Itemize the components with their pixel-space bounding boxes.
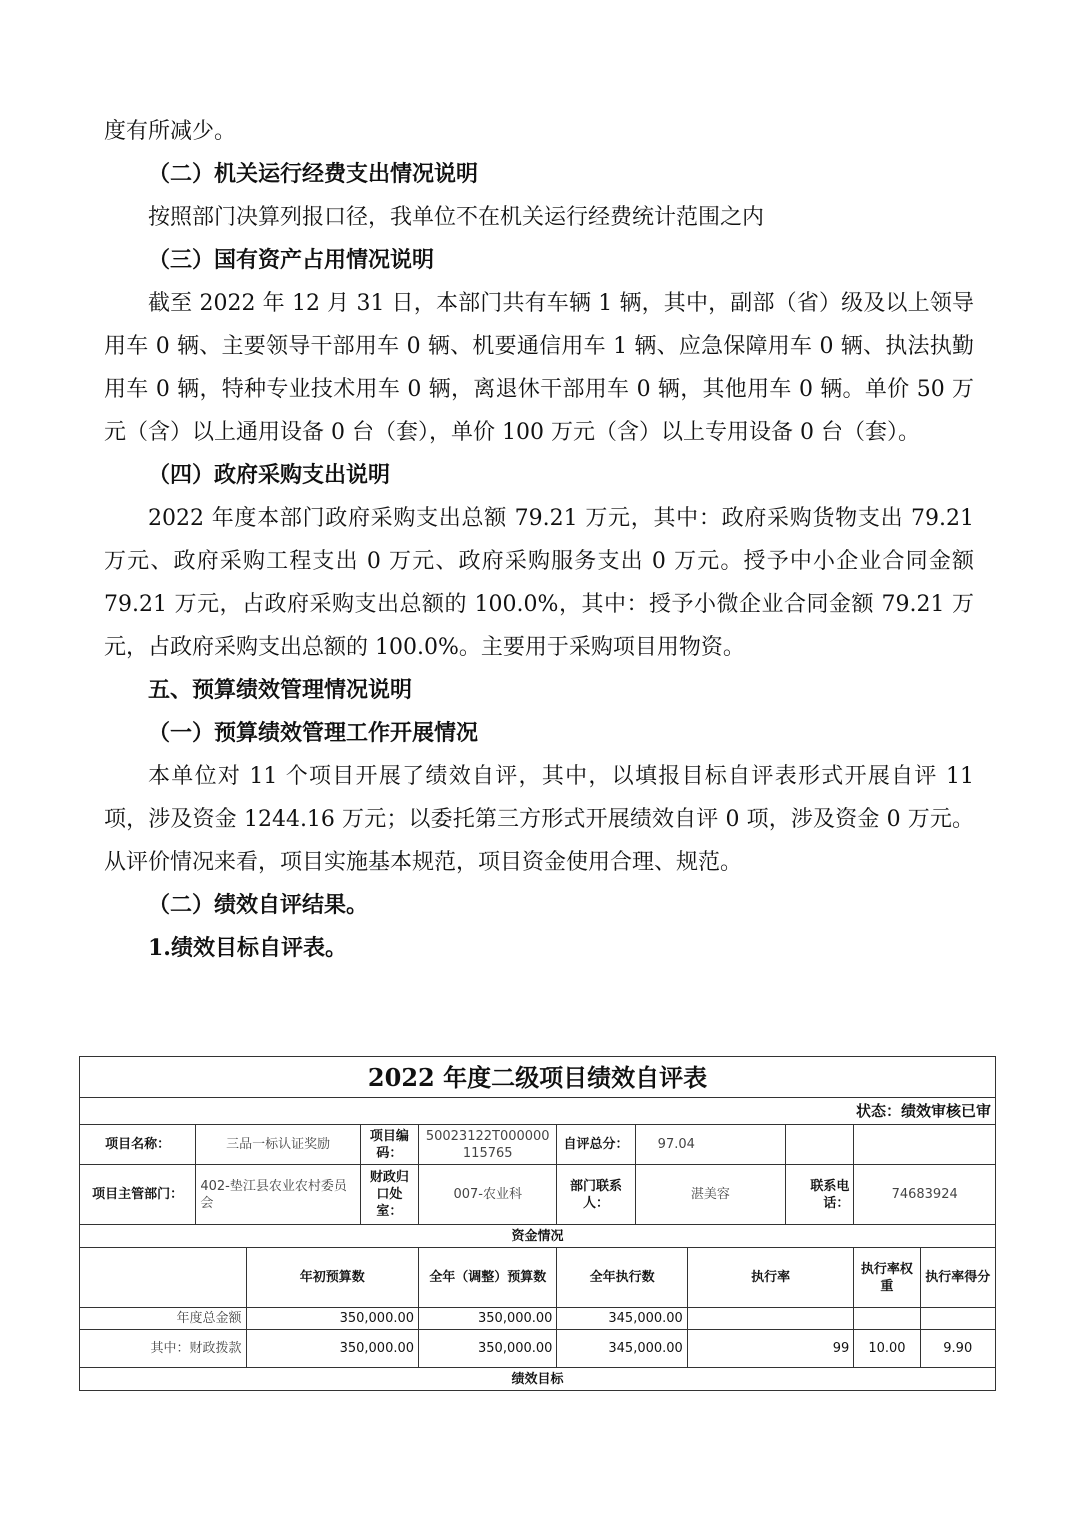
executed-header: 全年执行数	[557, 1248, 687, 1308]
status-text: 状态：绩效审核已审	[80, 1098, 996, 1125]
office-value: 007-农业科	[419, 1165, 557, 1225]
execution-rate-header: 执行率	[687, 1248, 854, 1308]
self-score-label: 自评总分：	[557, 1125, 635, 1165]
rate-score-header: 执行率得分	[920, 1248, 995, 1308]
contact-label: 部门联系人：	[557, 1165, 635, 1225]
phone-value: 74683924	[854, 1165, 996, 1225]
fund-weight-value	[854, 1308, 920, 1330]
goal-section-header: 绩效目标	[80, 1368, 996, 1391]
empty-cell	[80, 1248, 247, 1308]
fund-section-header: 资金情况	[80, 1225, 996, 1248]
fund-weight-value: 10.00	[854, 1330, 920, 1368]
contact-value: 湛美容	[635, 1165, 785, 1225]
adjusted-budget-header: 全年（调整）预算数	[419, 1248, 557, 1308]
heading-section-five: 五、预算绩效管理情况说明	[148, 677, 413, 703]
empty-cell	[786, 1125, 854, 1165]
empty-cell	[854, 1125, 996, 1165]
project-code-value: 50023122T000000115765	[419, 1125, 557, 1165]
paragraph-continuation: 度有所减少。	[104, 119, 237, 144]
fund-score-value: 9.90	[920, 1330, 995, 1368]
heading-admin-cost: （二）机关运行经费支出情况说明	[148, 161, 479, 187]
fund-initial-value: 350,000.00	[246, 1308, 419, 1330]
phone-label: 联系电话：	[786, 1165, 854, 1225]
performance-table	[79, 1056, 996, 1391]
document-body	[104, 110, 974, 970]
project-code-label: 项目编码：	[360, 1125, 418, 1165]
table-row	[80, 1308, 996, 1330]
fund-adjusted-value: 350,000.00	[419, 1308, 557, 1330]
table-title: 2022 年度二级项目绩效自评表	[80, 1057, 996, 1098]
paragraph-admin-cost: 按照部门决算列报口径，我单位不在机关运行经费统计范围之内	[148, 205, 765, 230]
paragraph-assets: 截至 2022 年 12 月 31 日，本部门共有车辆 1 辆，其中，副部（省）级及以上领导用车 0 辆、主要领导干部用车 0 辆、机要通信用车 1 辆、应急保障用车 0 辆、执法执勤用车 0 辆，特种专业技术用车 0 辆，离退休干部用车 0 辆，其他用车 0 辆。单价 50 万元（含）以上通用设备 0 台（套），单价 100 万元（含）以上专用设备 0 台（套）。	[104, 291, 974, 445]
table-row	[80, 1330, 996, 1368]
project-name-value: 三品一标认证奖励	[196, 1125, 360, 1165]
paragraph-perf-work: 本单位对 11 个项目开展了绩效自评，其中，以填报目标自评表形式开展自评 11 项，涉及资金 1244.16 万元；以委托第三方形式开展绩效自评 0 项，涉及资金 0 万元。从评价情况来看，项目实施基本规范，项目资金使用合理、规范。	[104, 764, 974, 875]
project-name-label: 项目名称：	[80, 1125, 196, 1165]
rate-weight-header: 执行率权重	[854, 1248, 920, 1308]
fund-executed-value: 345,000.00	[557, 1330, 687, 1368]
fund-score-value	[920, 1308, 995, 1330]
paragraph-procurement: 2022 年度本部门政府采购支出总额 79.21 万元，其中：政府采购货物支出 79.21 万元、政府采购工程支出 0 万元、政府采购服务支出 0 万元。授予中小企业合同金额 79.21 万元，占政府采购支出总额的 100.0%，其中：授予小微企业合同金额 79.21 万元，占政府采购支出总额的 100.0%。主要用于采购项目用物资。	[104, 506, 974, 660]
heading-perf-work: （一）预算绩效管理工作开展情况	[148, 720, 479, 746]
heading-goal-table: 1.绩效目标自评表。	[148, 935, 347, 961]
fund-adjusted-value: 350,000.00	[419, 1330, 557, 1368]
dept-label: 项目主管部门：	[80, 1165, 196, 1225]
fund-rate-value	[687, 1308, 854, 1330]
fund-rate-value: 99	[687, 1330, 854, 1368]
fund-initial-value: 350,000.00	[246, 1330, 419, 1368]
heading-assets: （三）国有资产占用情况说明	[148, 247, 435, 273]
heading-procurement: （四）政府采购支出说明	[148, 462, 391, 488]
fund-row-label: 年度总金额	[80, 1308, 247, 1330]
fund-row-label: 其中：财政拨款	[80, 1330, 247, 1368]
dept-value: 402-垫江县农业农村委员会	[196, 1165, 360, 1225]
self-score-value: 97.04	[635, 1125, 785, 1165]
office-label: 财政归口处室：	[360, 1165, 418, 1225]
initial-budget-header: 年初预算数	[246, 1248, 419, 1308]
fund-executed-value: 345,000.00	[557, 1308, 687, 1330]
heading-self-eval-result: （二）绩效自评结果。	[148, 892, 369, 918]
